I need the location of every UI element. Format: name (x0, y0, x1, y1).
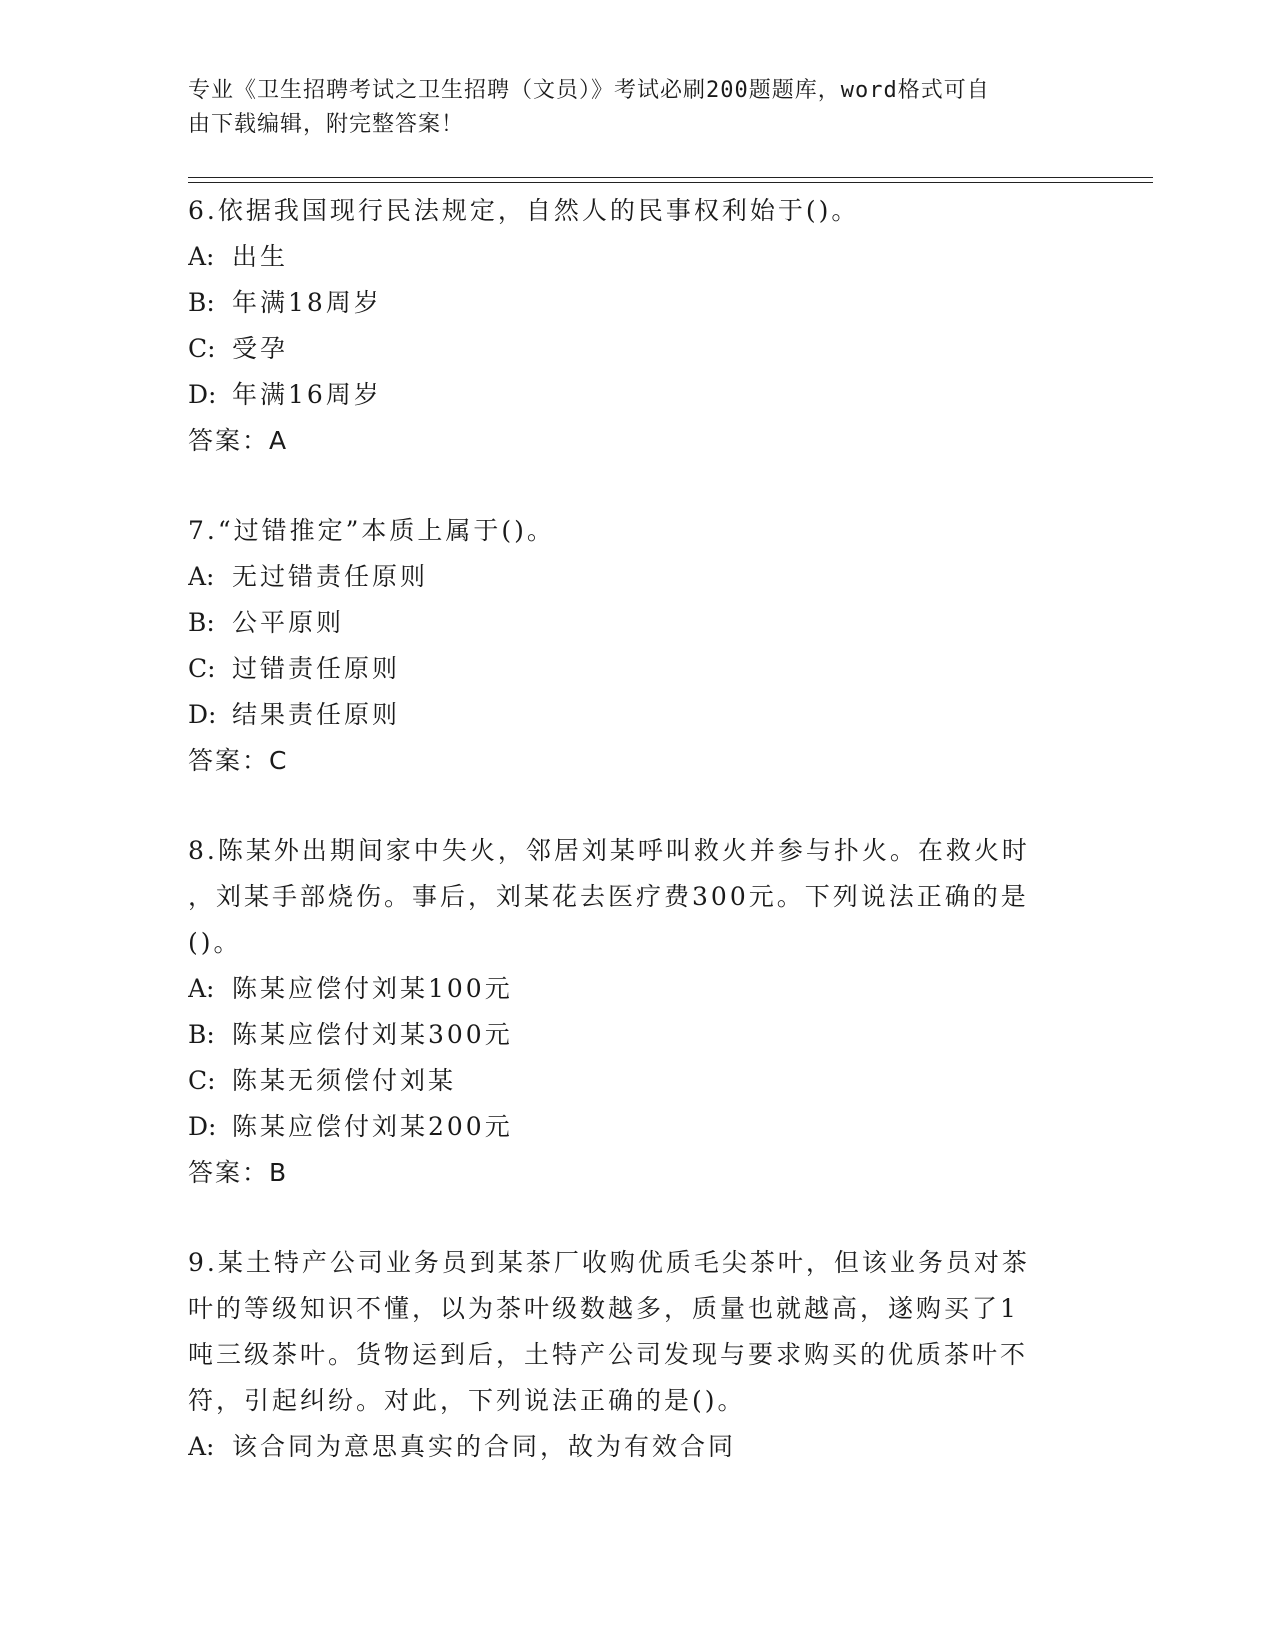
question-6 (188, 188, 1078, 464)
option-b (188, 1012, 1078, 1058)
answer-label: 答案：C (188, 746, 289, 775)
option-text: 年满16周岁 (232, 380, 382, 409)
answer-label: 答案：B (188, 1158, 289, 1187)
option-letter: D: (188, 380, 217, 409)
question-stem-line-3: ()。 (188, 928, 242, 957)
option-letter: A: (188, 242, 215, 271)
option-a (188, 966, 1078, 1012)
question-stem-line-2: ，刘某手部烧伤。事后，刘某花去医疗费300元。下列说法正确的是 (188, 882, 1029, 911)
option-c (188, 1058, 1078, 1104)
option-text: 陈某应偿付刘某100元 (232, 974, 513, 1003)
option-text: 年满18周岁 (232, 288, 382, 317)
option-d (188, 372, 1078, 418)
option-text: 无过错责任原则 (232, 562, 429, 591)
option-a (188, 1424, 1078, 1470)
option-letter: D: (188, 1112, 217, 1141)
question-stem-line-4: 符，引起纠纷。对此，下列说法正确的是()。 (188, 1386, 746, 1415)
document-header (188, 74, 1078, 142)
question-stem-line-1: 8.陈某外出期间家中失火，邻居刘某呼叫救火并参与扑火。在救火时 (188, 836, 1030, 865)
answer-label: 答案：A (188, 426, 289, 455)
option-text: 公平原则 (232, 608, 345, 637)
option-a (188, 234, 1078, 280)
option-letter: B: (188, 608, 215, 637)
option-a (188, 554, 1078, 600)
option-letter: C: (188, 654, 216, 683)
header-line-2: 由下载编辑，附完整答案！ (188, 112, 465, 137)
option-text: 受孕 (232, 334, 289, 363)
option-letter: C: (188, 334, 216, 363)
question-8 (188, 828, 1078, 1196)
option-letter: B: (188, 1020, 215, 1049)
question-stem: 6.依据我国现行民法规定，自然人的民事权利始于()。 (188, 196, 860, 225)
question-9 (188, 1240, 1078, 1470)
option-text: 陈某无须偿付刘某 (232, 1066, 457, 1095)
option-letter: A: (188, 1432, 215, 1461)
question-stem: 7.“过错推定”本质上属于()。 (188, 516, 555, 545)
option-text: 陈某应偿付刘某300元 (232, 1020, 513, 1049)
question-list (188, 188, 1078, 1514)
option-letter: A: (188, 974, 215, 1003)
question-stem-line-3: 吨三级茶叶。货物运到后，土特产公司发现与要求购买的优质茶叶不 (188, 1340, 1029, 1369)
option-letter: C: (188, 1066, 216, 1095)
option-letter: D: (188, 700, 217, 729)
option-letter: B: (188, 288, 215, 317)
option-letter: A: (188, 562, 215, 591)
option-text: 该合同为意思真实的合同，故为有效合同 (232, 1432, 737, 1461)
question-stem-line-2: 叶的等级知识不懂，以为茶叶级数越多，质量也就越高，遂购买了1 (188, 1294, 1019, 1323)
option-b (188, 280, 1078, 326)
option-text: 陈某应偿付刘某200元 (232, 1112, 513, 1141)
option-b (188, 600, 1078, 646)
header-divider-top (188, 177, 1153, 178)
option-text: 出生 (232, 242, 289, 271)
question-stem-line-1: 9.某土特产公司业务员到某茶厂收购优质毛尖茶叶，但该业务员对茶 (188, 1248, 1030, 1277)
header-line-1: 专业《卫生招聘考试之卫生招聘（文员）》考试必刷200题题库，word格式可自 (188, 78, 990, 103)
option-d (188, 1104, 1078, 1150)
option-c (188, 646, 1078, 692)
header-divider-bottom (188, 182, 1153, 183)
option-c (188, 326, 1078, 372)
option-d (188, 692, 1078, 738)
option-text: 过错责任原则 (232, 654, 401, 683)
option-text: 结果责任原则 (232, 700, 401, 729)
question-7 (188, 508, 1078, 784)
